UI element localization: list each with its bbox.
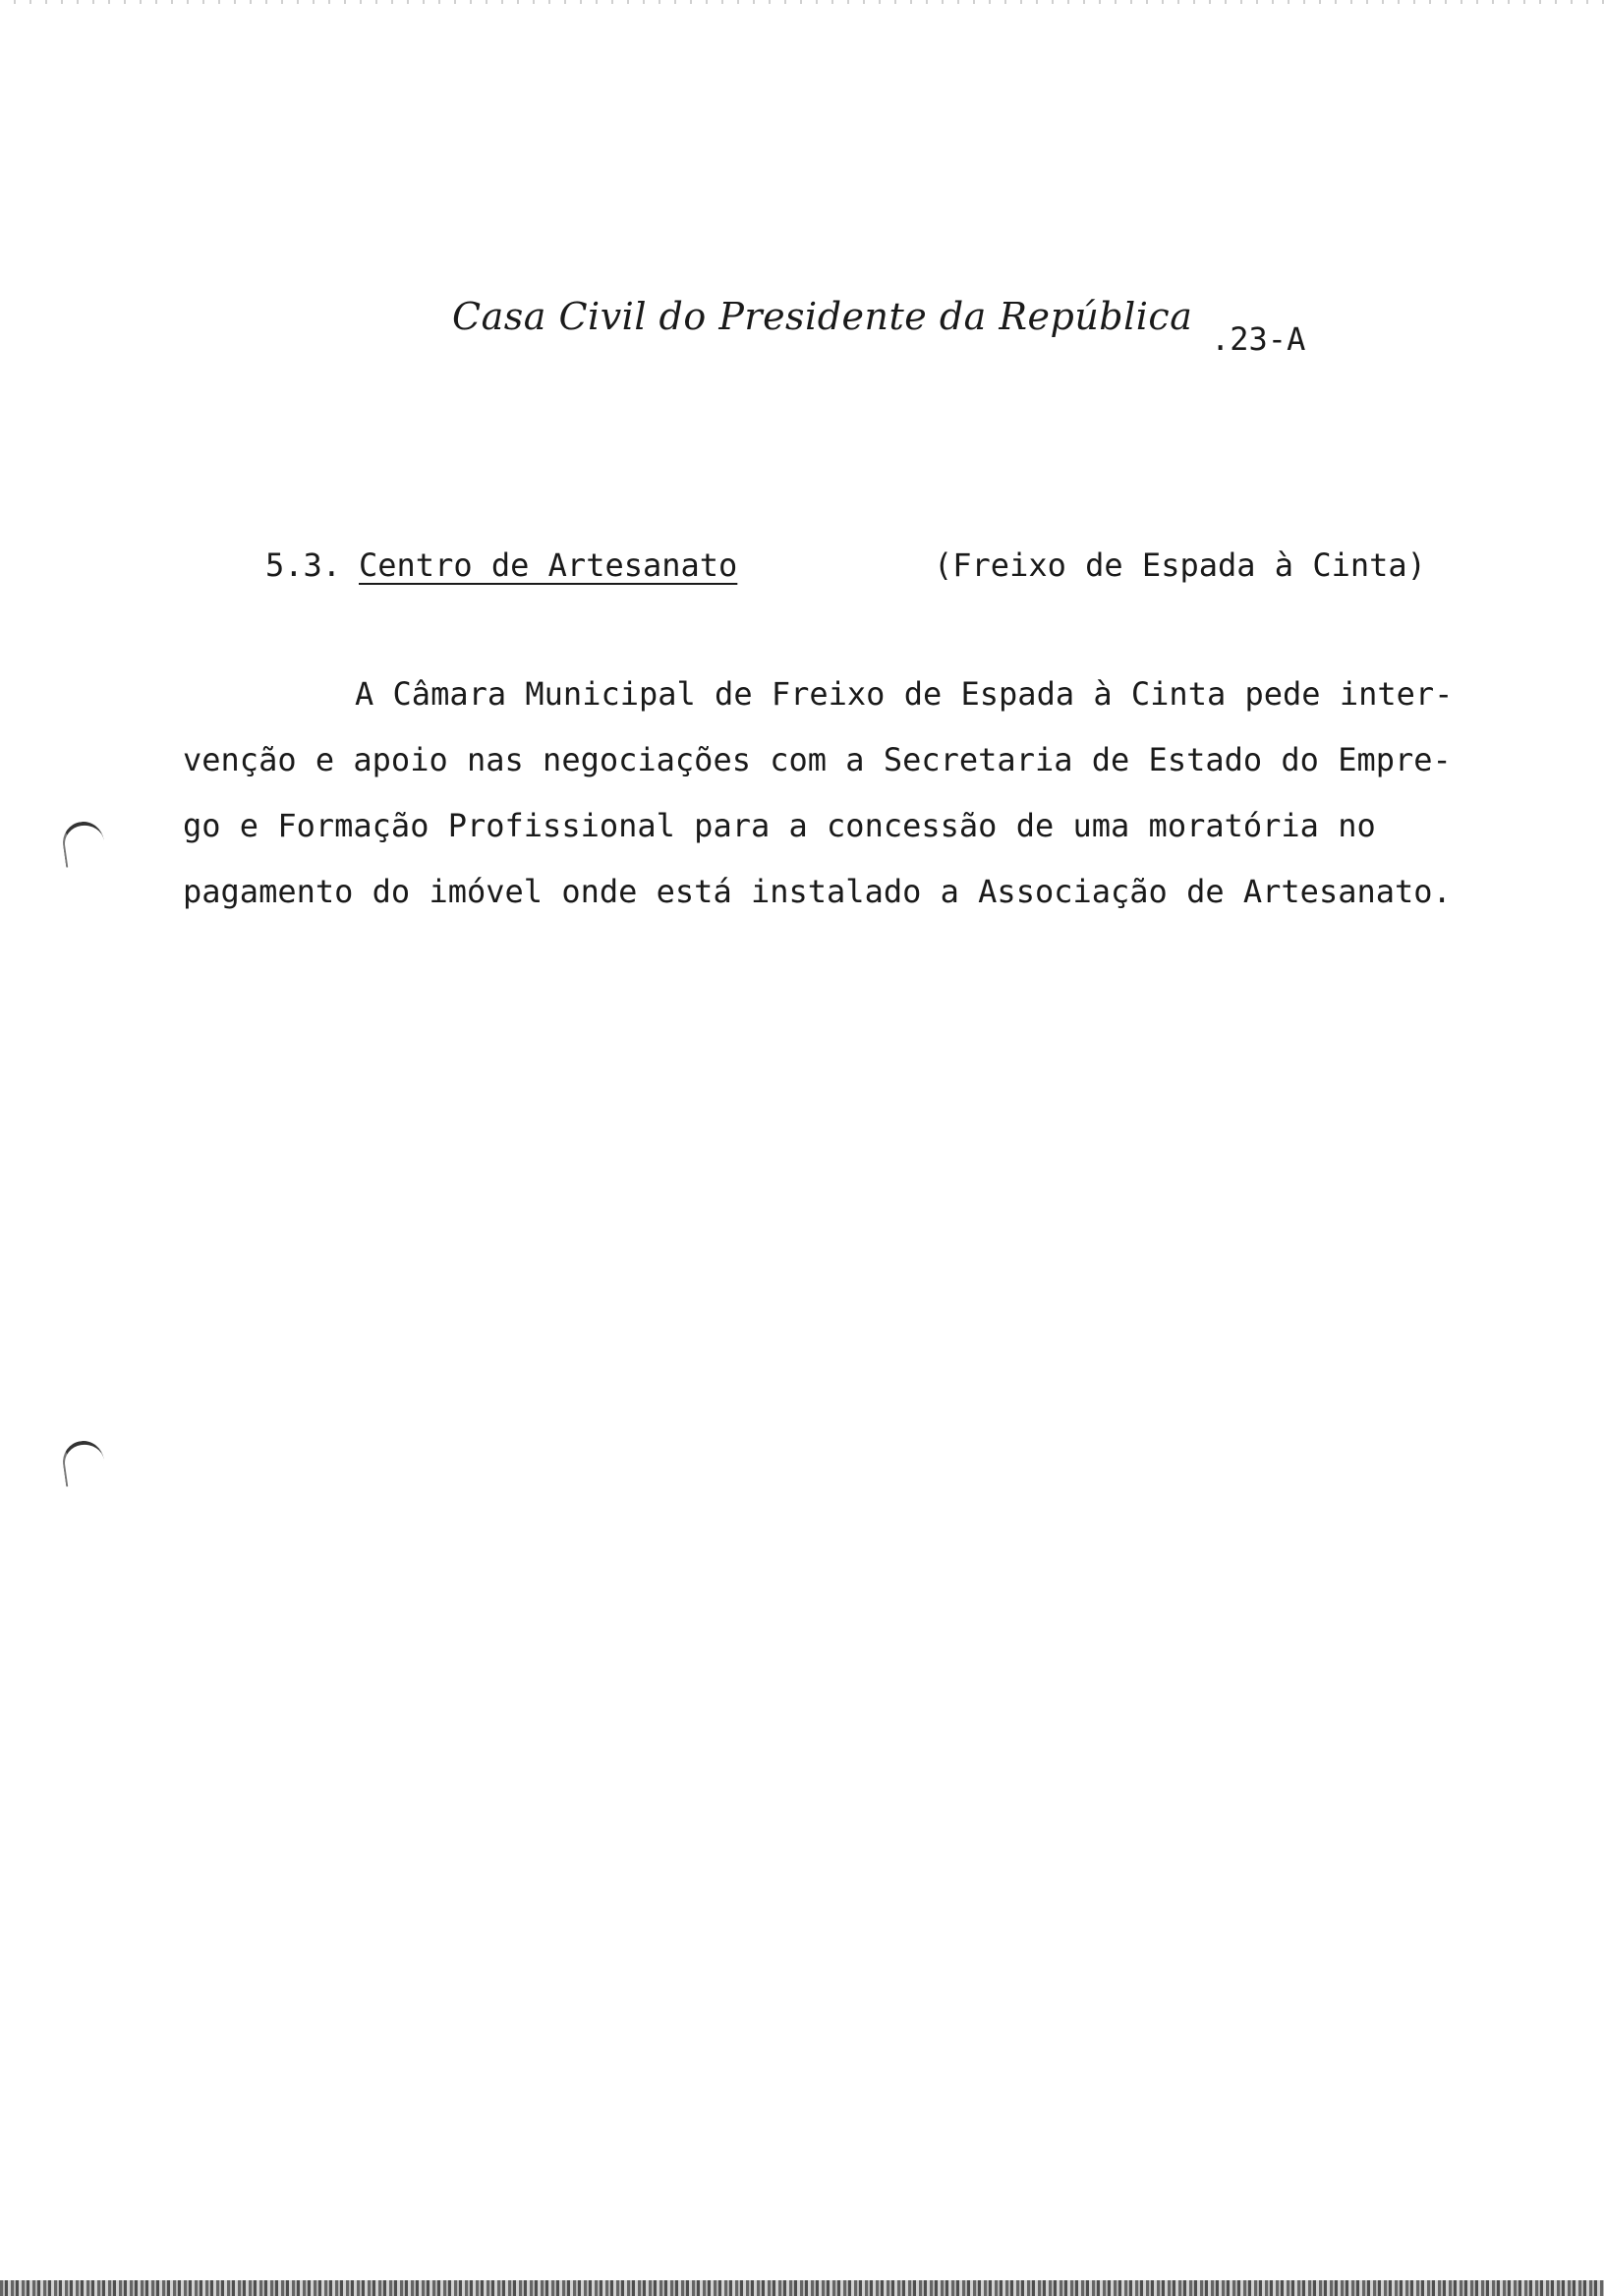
letterhead: Casa Civil do Presidente da República [452, 295, 1193, 338]
scan-edge-bottom [0, 2280, 1604, 2296]
body-line: pagamento do imóvel onde está instalado a Associação de Artesanato. [183, 873, 1452, 910]
body-line: go e Formação Profissional para a concessão de uma moratória no [183, 807, 1376, 844]
body-line: A Câmara Municipal de Freixo de Espada à Cinta pede inter- [355, 675, 1454, 713]
page-number: .23-A [1211, 320, 1306, 358]
body-paragraph [183, 674, 1510, 938]
section-number: 5.3. [265, 546, 342, 584]
scan-edge-top [0, 0, 1604, 4]
section-heading [265, 546, 1445, 590]
punch-hole-mark [60, 1438, 107, 1486]
punch-hole-mark [60, 819, 107, 867]
body-line: venção e apoio nas negociações com a Secretaria de Estado do Empre- [183, 741, 1452, 778]
section-location: (Freixo de Espada à Cinta) [934, 546, 1426, 584]
section-title: Centro de Artesanato [359, 546, 738, 584]
